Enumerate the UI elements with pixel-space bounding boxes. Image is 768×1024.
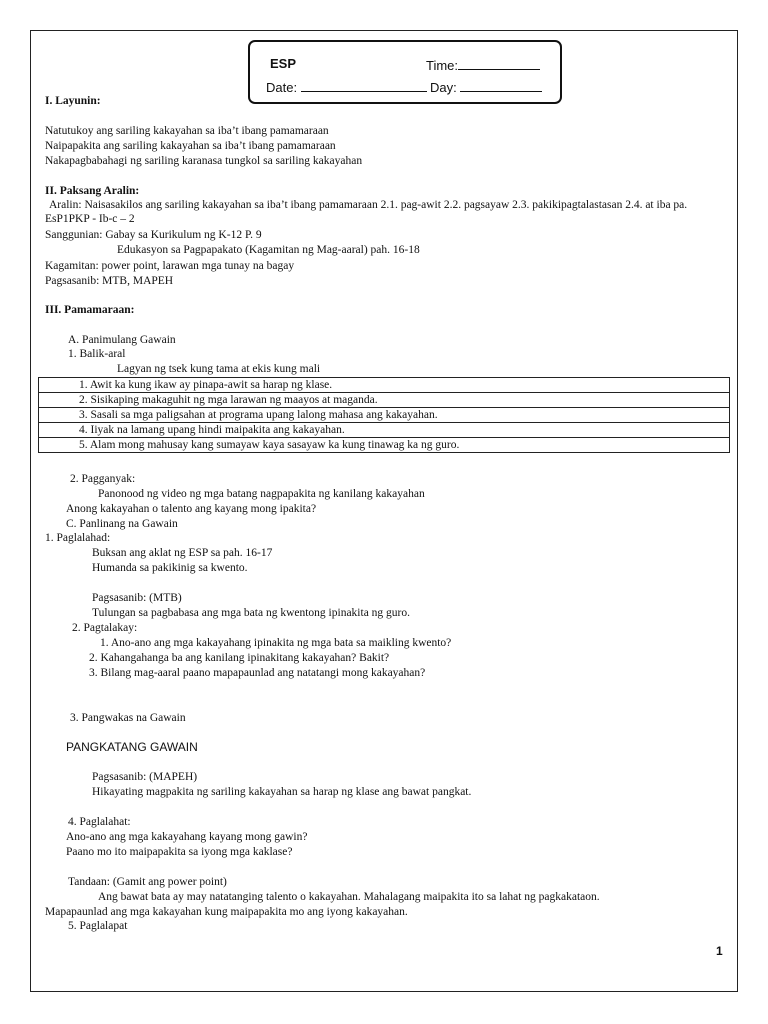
tandaan-text: Ang bawat bata ay may natatanging talento o kakayahan. Mahalagang maipakita ito sa lahat ng pagkakataon. [98,891,600,903]
sanggunian-text-2: Edukasyon sa Pagpapakato (Kagamitan ng Mag-aaral) pah. 16-18 [117,244,420,256]
pagganyak-text: Panonood ng video ng mga batang nagpapakita ng kanilang kakayahan [98,488,425,500]
panimulang-gawain-label: A. Panimulang Gawain [68,334,176,346]
date-field [266,78,427,96]
paglalahat-question: Paano mo ito maipapakita sa iyong mga kaklase? [66,846,293,858]
paglalahat-label: 4. Paglalahat: [68,816,131,828]
layunin-item: Nakapagbabahagi ng sariling karanasa tungkol sa sariling kakayahan [45,155,363,167]
sanggunian-text: Sanggunian: Gabay sa Kurikulum ng K-12 P. 9 [45,229,262,241]
table-row [39,423,730,438]
time-blank [458,56,540,70]
tandaan-text-2: Mapapaunlad ang mga kakayahan kung maipapakita mo ang iyong kakayahan. [45,906,408,918]
pagsasanib-text: Pagsasanib: MTB, MAPEH [45,275,174,287]
day-label: Day: [430,80,457,95]
layunin-item: Natutukoy ang sariling kakayahan sa iba’t ibang pamamaraan [45,125,329,137]
pagtalakay-question: 2. Kahangahanga ba ang kanilang ipinakitang kakayahan? Bakit? [89,652,390,664]
layunin-heading: I. Layunin: [45,95,101,107]
paksang-aralin-heading: II. Paksang Aralin: [45,185,140,197]
pagsasanib-mapeh-label: Pagsasanib: (MAPEH) [92,771,198,783]
table-row [39,393,730,408]
paglalahad-step: Humanda sa pakikinig sa kwento. [92,562,248,574]
kagamitan-text: Kagamitan: power point, larawan mga tunay na bagay [45,260,295,272]
table-cell: 1. Awit ka kung ikaw ay pinapa-awit sa harap ng klase. [39,378,730,393]
aralin-text: Aralin: Naisasakilos ang sariling kakayahan sa iba’t ibang pamamaraan 2.1. pag-awit 2.2. pagsayaw 2.3. pakikipagtalastasan 2.4. at iba pa. EsP1PKP - Ib-c – 2 [45,199,688,225]
date-label: Date: [266,80,298,95]
pagtalakay-label: 2. Pagtalakay: [72,622,138,634]
time-label: Time: [426,58,459,73]
pagganyak-question: Anong kakayahan o talento ang kayang mong ipakita? [66,503,317,515]
panlinang-label: C. Panlinang na Gawain [66,518,178,530]
pagganyak-label: 2. Pagganyak: [70,473,136,485]
page-number: 1 [716,944,723,958]
table-row [39,438,730,453]
table-row [39,378,730,393]
pamamaraan-heading: III. Pamamaraan: [45,304,135,316]
day-blank [460,78,542,92]
time-field [426,56,540,74]
day-field [430,78,542,96]
paglalahad-label: 1. Paglalahad: [45,532,111,544]
paglalapat-label: 5. Paglalapat [68,920,128,932]
header-box [248,40,562,104]
table-cell: 3. Sasali sa mga paligsahan at programa upang lalong mahasa ang kakayahan. [39,408,730,423]
paglalahad-step: Buksan ang aklat ng ESP sa pah. 16-17 [92,547,273,559]
review-table [38,377,730,453]
layunin-item: Naipapakita ang sariling kakayahan sa iba’t ibang pamamaraan [45,140,336,152]
pangwakas-label: 3. Pangwakas na Gawain [70,712,186,724]
table-cell: 4. Iiyak na lamang upang hindi maipakita ang kakayahan. [39,423,730,438]
pagtalakay-question: 3. Bilang mag-aaral paano mapapaunlad ang natatangi mong kakayahan? [89,667,426,679]
table-row [39,408,730,423]
paglalahat-question: Ano-ano ang mga kakayahang kayang mong gawin? [66,831,308,843]
pagsasanib-mapeh-text: Hikayating magpakita ng sariling kakayahan sa harap ng klase ang bawat pangkat. [92,786,472,798]
pagtalakay-question: 1. Ano-ano ang mga kakayahang ipinakita ng mga bata sa maikling kwento? [100,637,452,649]
table-cell: 2. Sisikaping makaguhit ng mga larawan ng maayos at maganda. [39,393,730,408]
table-cell: 5. Alam mong mahusay kang sumayaw kaya sasayaw ka kung tinawag ka ng guro. [39,438,730,453]
table-instruction: Lagyan ng tsek kung tama at ekis kung mali [117,363,321,375]
pangkatang-gawain-label: PANGKATANG GAWAIN [66,740,198,754]
date-blank [301,78,427,92]
pagsasanib-mtb-label: Pagsasanib: (MTB) [92,592,182,604]
subject-label: ESP [270,56,297,71]
tandaan-label: Tandaan: (Gamit ang power point) [68,876,227,888]
pagsasanib-mtb-text: Tulungan sa pagbabasa ang mga bata ng kwentong ipinakita ng guro. [92,607,410,619]
balik-aral-label: 1. Balik-aral [68,348,126,360]
